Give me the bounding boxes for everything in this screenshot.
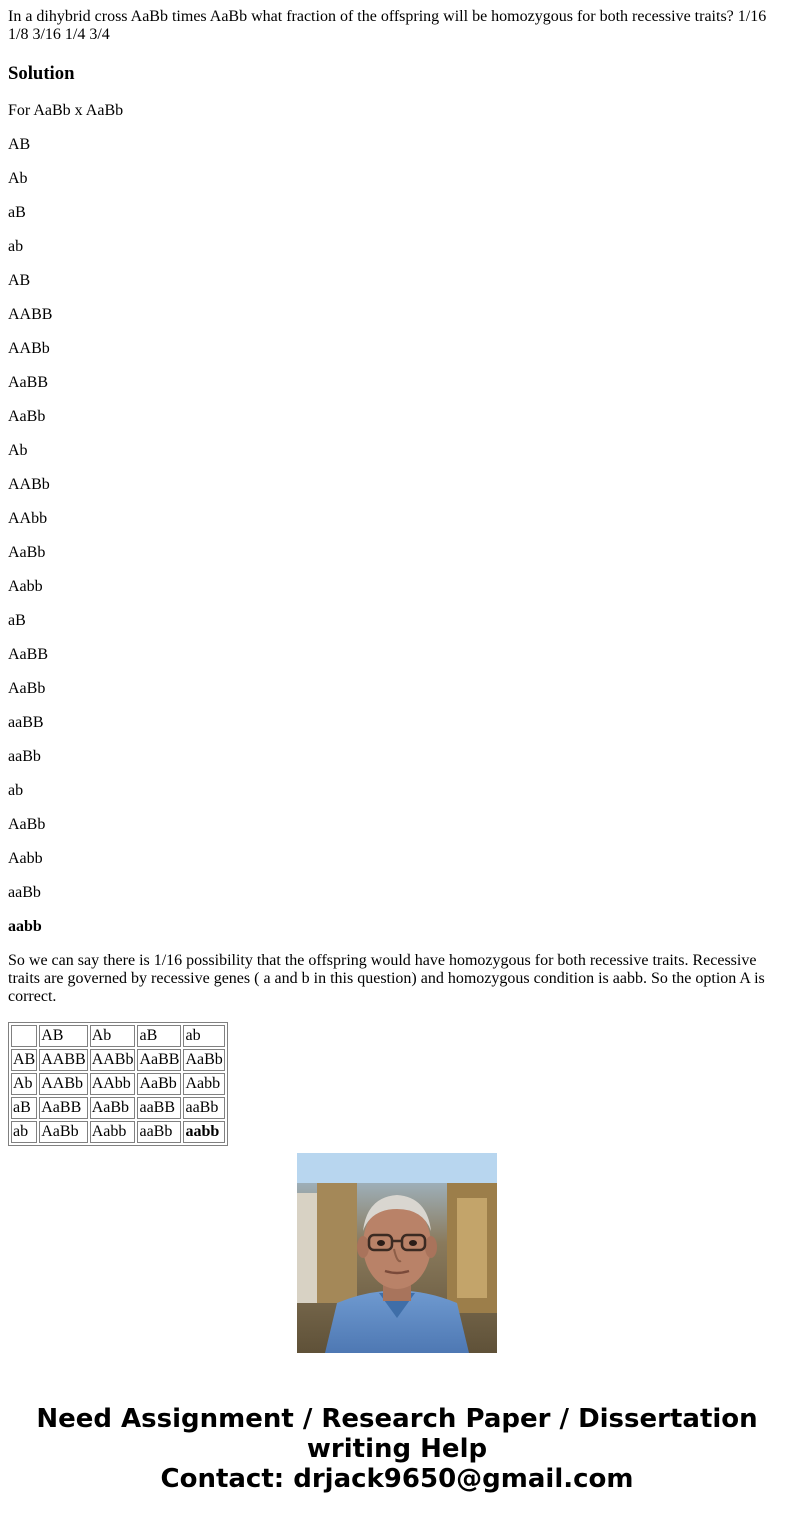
solution-line: AaBb <box>8 680 46 697</box>
document-content <box>8 8 778 1140</box>
table-cell: Aabb <box>183 1073 224 1095</box>
solution-line: AaBb <box>8 544 46 561</box>
table-cell: aB <box>11 1097 37 1119</box>
punnett-square-table <box>8 1022 228 1146</box>
solution-line: ab <box>8 238 24 255</box>
explanation-text: So we can say there is 1/16 possibility that the offspring would have homozygous for both recessive traits. Recessive traits are governed by recessive genes ( a and b in this question) and homozygous condition is aabb. So the option A is correct. <box>8 952 765 1005</box>
table-row <box>11 1025 225 1047</box>
footer-line: writing Help <box>306 1434 488 1464</box>
table-cell: Ab <box>11 1073 37 1095</box>
table-cell: aaBb <box>137 1121 181 1143</box>
solution-line: AaBB <box>8 374 48 391</box>
table-row <box>11 1121 225 1143</box>
solution-line: AaBb <box>8 408 46 425</box>
question-text: In a dihybrid cross AaBb times AaBb what fraction of the offspring will be homozygous for both recessive traits? 1/16 1/8 3/16 1/4 3/4 <box>8 8 767 43</box>
table-row <box>11 1097 225 1119</box>
solution-heading: Solution <box>8 63 75 84</box>
table-cell: AaBb <box>183 1049 224 1071</box>
solution-line: Ab <box>8 442 28 459</box>
solution-line: AABb <box>8 340 50 357</box>
solution-line: ab <box>8 782 24 799</box>
table-cell: AAbb <box>90 1073 136 1095</box>
solution-line-bold: aabb <box>8 918 42 935</box>
footer-contact: Contact: drjack9650@gmail.com <box>160 1464 634 1494</box>
table-cell: aaBB <box>137 1097 181 1119</box>
solution-line: Ab <box>8 170 28 187</box>
table-cell: AABb <box>39 1073 87 1095</box>
table-cell: aB <box>137 1025 181 1047</box>
table-cell: AaBB <box>39 1097 87 1119</box>
table-row <box>11 1049 225 1071</box>
table-row <box>11 1073 225 1095</box>
solution-line: aB <box>8 612 26 629</box>
solution-line: AAbb <box>8 510 48 527</box>
table-cell: AABb <box>90 1049 136 1071</box>
solution-line: For AaBb x AaBb <box>8 102 124 119</box>
table-cell: ab <box>183 1025 224 1047</box>
table-cell: AaBB <box>137 1049 181 1071</box>
table-cell: Aabb <box>90 1121 136 1143</box>
solution-line: AaBb <box>8 816 46 833</box>
table-cell: AABB <box>39 1049 87 1071</box>
solution-line: AABb <box>8 476 50 493</box>
solution-line: AABB <box>8 306 53 323</box>
table-cell: Ab <box>90 1025 136 1047</box>
footer-banner <box>0 1404 794 1494</box>
solution-line: AB <box>8 272 31 289</box>
solution-line: aaBb <box>8 884 41 901</box>
solution-line: aB <box>8 204 26 221</box>
solution-line: Aabb <box>8 850 43 867</box>
table-cell: AaBb <box>90 1097 136 1119</box>
solution-line: aaBB <box>8 714 44 731</box>
solution-line: AB <box>8 136 31 153</box>
solution-line: Aabb <box>8 578 43 595</box>
table-cell-highlight: aabb <box>183 1121 224 1143</box>
author-avatar-photo <box>297 1153 497 1353</box>
table-cell: aaBb <box>183 1097 224 1119</box>
table-cell: AB <box>39 1025 87 1047</box>
solution-line: aaBb <box>8 748 41 765</box>
table-cell: AB <box>11 1049 37 1071</box>
footer-line: Need Assignment / Research Paper / Dissertation <box>36 1404 758 1434</box>
solution-line: AaBB <box>8 646 48 663</box>
table-cell: AaBb <box>39 1121 87 1143</box>
table-cell <box>11 1025 37 1047</box>
table-cell: AaBb <box>137 1073 181 1095</box>
table-cell: ab <box>11 1121 37 1143</box>
